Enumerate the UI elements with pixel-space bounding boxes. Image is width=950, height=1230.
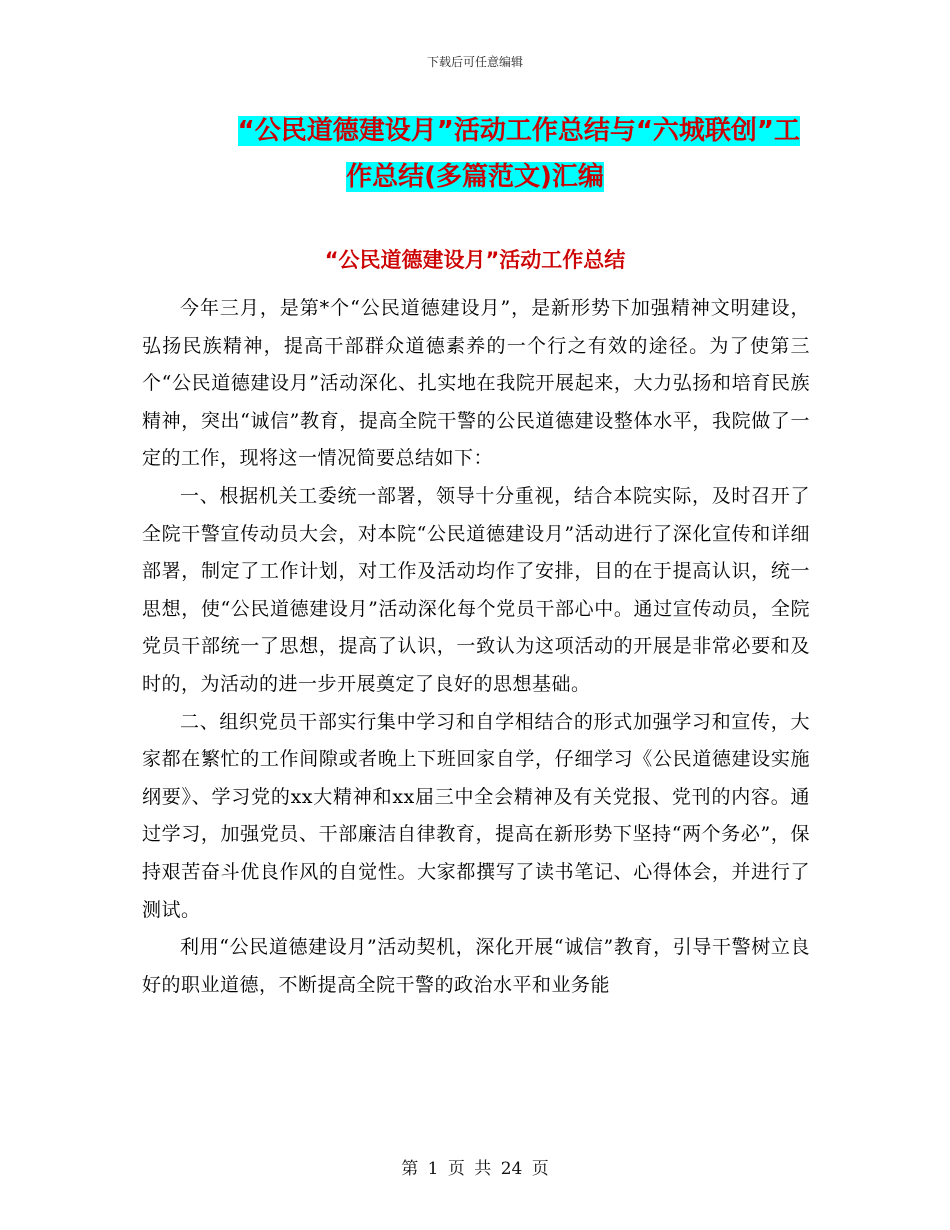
- header-note: 下载后可任意编辑: [426, 55, 523, 69]
- section-title: “公民道德建设月”活动工作总结: [324, 248, 626, 272]
- document-title: [150, 108, 800, 200]
- paragraph-one: 一、根据机关工委统一部署，领导十分重视，结合本院实际，及时召开了全院干警宣传动员大会，对本院“公民道德建设月”活动进行了深化宣传和详细部署，制定了工作计划，对工作及活动均作了安排，目的在于提高认识，统一思想，使“公民道德建设月”活动深化每个党员干部心中。通过宣传动员，全院党员干部统一了思想，提高了认识，一致认为这项活动的开展是非常必要和及时的，为活动的进一步开展奠定了良好的思想基础。: [142, 484, 810, 695]
- body-text: [142, 290, 810, 1004]
- paragraph-two: 二、组织党员干部实行集中学习和自学相结合的形式加强学习和宣传，大家都在繁忙的工作间隙或者晚上下班回家自学，仔细学习《公民道德建设实施纲要》、学习党的xx大精神和xx届三中全会精神及有关党报、党刊的内容。通过学习，加强党员、干部廉洁自律教育，提高在新形势下坚持“两个务必”，保持艰苦奋斗优良作风的自觉性。大家都撰写了读书笔记、心得体会，并进行了测试。: [142, 710, 810, 921]
- page-number-footer: 第 1 页 共 24 页: [401, 1159, 549, 1179]
- document-title-line-1: “公民道德建设月”活动工作总结与“六城联创”工: [237, 116, 800, 146]
- document-title-line-2: 作总结(多篇范文)汇编: [346, 162, 604, 192]
- paragraph-three: 利用“公民道德建设月”活动契机，深化开展“诚信”教育，引导干警树立良好的职业道德，不断提高全院干警的政治水平和业务能: [142, 936, 810, 996]
- paragraph-intro: 今年三月，是第*个“公民道德建设月”，是新形势下加强精神文明建设，弘扬民族精神，提高干部群众道德素养的一个行之有效的途径。为了使第三个“公民道德建设月”活动深化、扎实地在我院开展起来，大力弘扬和培育民族精神，突出“诚信”教育，提高全院干警的公民道德建设整体水平，我院做了一定的工作，现将这一情况简要总结如下：: [142, 297, 810, 470]
